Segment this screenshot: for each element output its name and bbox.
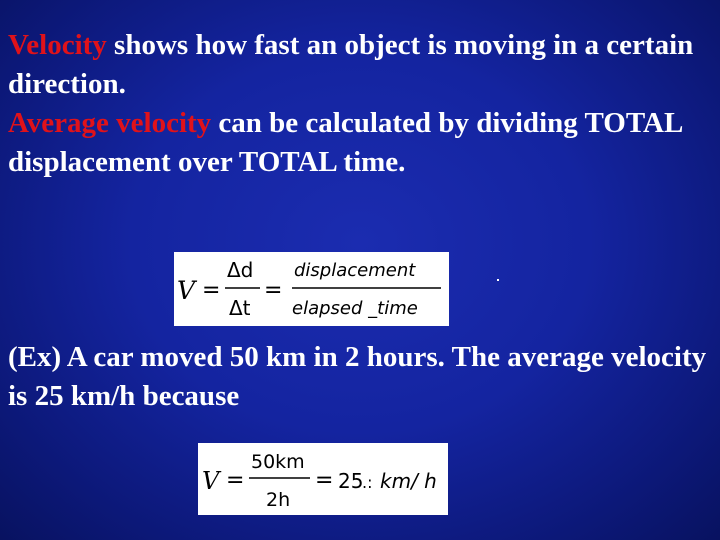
- example-equals-2: =: [315, 468, 334, 493]
- example-equals-1: =: [226, 468, 245, 493]
- example-formula: [198, 443, 448, 515]
- formula-delta-t: Δt: [229, 296, 251, 320]
- example-v: V: [202, 467, 220, 495]
- velocity-formula: [174, 252, 449, 326]
- velocity-term: Velocity: [8, 29, 107, 61]
- average-velocity-term: Average velocity: [8, 107, 212, 139]
- formula-equals-1: =: [202, 278, 221, 303]
- formula-elapsed-time: elapsed _time: [292, 298, 418, 319]
- stray-dot: [497, 279, 499, 281]
- example-text: (Ex) A car moved 50 km in 2 hours. The average velocity is 25 km/h because: [8, 341, 707, 412]
- example-denominator: 2h: [266, 489, 291, 511]
- formula-v: V: [177, 276, 196, 305]
- formula-delta-d: Δd: [227, 258, 254, 282]
- example-unit: km/ h: [380, 469, 437, 493]
- velocity-definition: shows how fast an object is moving in a certain direction.: [8, 29, 694, 100]
- formula-displacement: displacement: [294, 260, 416, 281]
- average-velocity-definition: can be calculated by dividing TOTAL displacement over TOTAL time.: [8, 107, 682, 178]
- formula-equals-2: =: [264, 278, 283, 303]
- example-result: 25: [338, 469, 364, 493]
- example-colon: .:: [362, 473, 373, 492]
- example-numerator: 50km: [251, 451, 305, 473]
- definition-text: [8, 26, 713, 182]
